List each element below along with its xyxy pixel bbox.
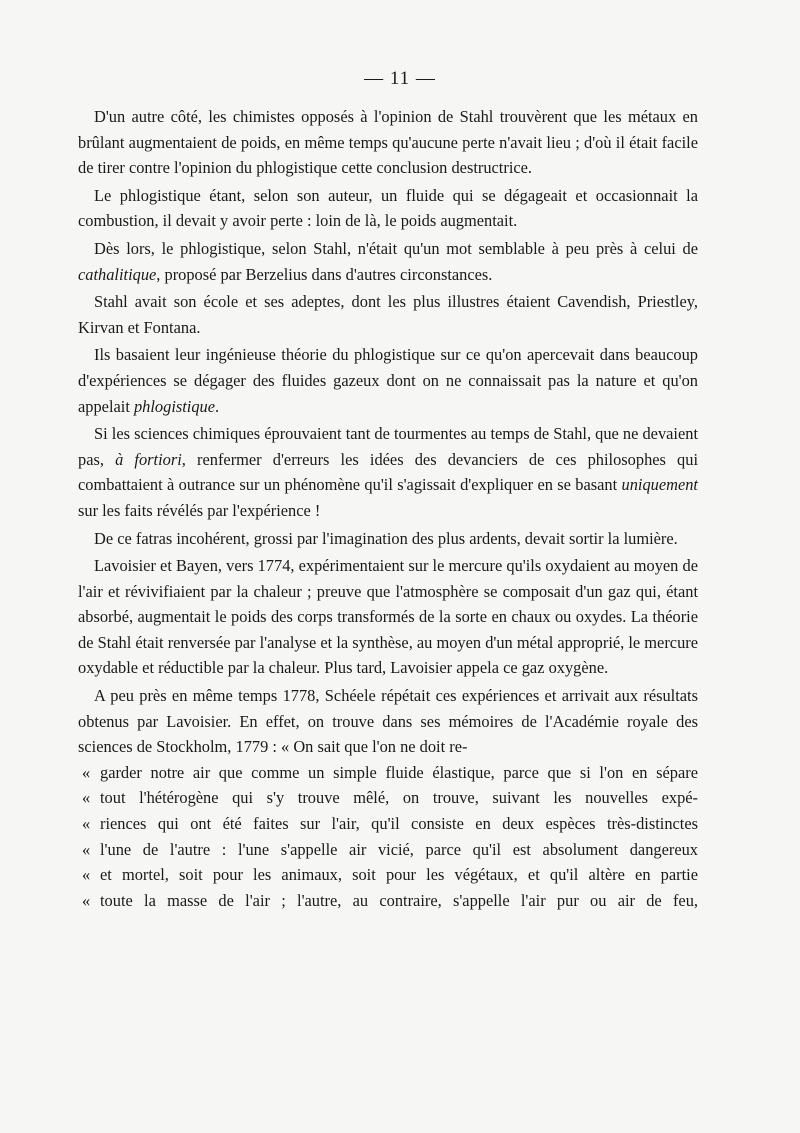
paragraph-text: A peu près en même temps 1778, Schéele répétait ces expériences et arrivait aux résultats obtenus par Lavoisier. En effet, on trouve dans ses mémoires de l'Académie royale des sciences de Stockholm, 1779 : « On sait que l'on ne doit re- xyxy=(78,686,698,757)
quote-line-text: garder notre air que comme un simple fluide élastique, parce que si l'on en sépare xyxy=(100,762,698,782)
page-number: — 11 — xyxy=(364,68,436,89)
quote-mark: « xyxy=(82,788,91,808)
paragraph-text: Lavoisier et Bayen, vers 1774, expérimentaient sur le mercure qu'ils oxydaient au moyen de l'air et révivifiaient par la chaleur ; preuve que l'atmosphère se composait d'un gaz qui, étant absorbé, augmentait le poids des corps transformés de la sorte en chaux ou oxydes. La théorie de Stahl était renversée par l'analyse et la synthèse, au moyen d'un métal approprié, le mercure oxydable et réductible par la chaleur. Plus tard, Lavoisier appela ce gaz oxygène. xyxy=(78,556,698,678)
body-text xyxy=(78,104,698,913)
italic-term: à fortiori xyxy=(115,449,182,469)
italic-term: cathalitique xyxy=(78,264,157,284)
paragraph xyxy=(78,553,698,681)
quote-line xyxy=(78,785,698,811)
quote-line-text: riences qui ont été faites sur l'air, qu'il consiste en deux espèces très-distinctes xyxy=(100,814,698,834)
quote-line-text: et mortel, soit pour les animaux, soit pour les végétaux, et qu'il altère en partie xyxy=(100,865,698,885)
paragraph xyxy=(78,236,698,287)
paragraph xyxy=(78,104,698,181)
paragraph-text: sur les faits révélés par l'expérience ! xyxy=(78,500,321,520)
paragraph-text: Le phlogistique étant, selon son auteur, un fluide qui se dégageait et occasionnait la combustion, il devait y avoir perte : loin de là, le poids augmentait. xyxy=(78,185,698,231)
quote-line xyxy=(78,811,698,837)
italic-term: phlogistique xyxy=(133,396,216,416)
paragraph-text: Dès lors, le phlogistique, selon Stahl, n'était qu'un mot semblable à peu près à celui de xyxy=(94,238,698,258)
quote-mark: « xyxy=(82,762,91,782)
paragraph-text: , renfermer d'erreurs les idées des devanciers de ces philosophes qui combattaient à outrance sur un phénomène qu'il s'agissait d'expliquer en se basant xyxy=(78,449,699,495)
quote-mark: « xyxy=(82,814,91,834)
paragraph xyxy=(78,342,698,419)
paragraph-text: Stahl avait son école et ses adeptes, dont les plus illustres étaient Cavendish, Priestley, Kirvan et Fontana. xyxy=(78,292,698,337)
quote-line xyxy=(78,837,698,863)
paragraph-text: . xyxy=(215,396,220,416)
paragraph-text: De ce fatras incohérent, grossi par l'imagination des plus ardents, devait sortir la lumière. xyxy=(94,528,678,548)
quote-line xyxy=(78,760,698,786)
quote-line xyxy=(78,862,698,888)
quote-mark: « xyxy=(82,890,91,910)
quote-line-text: toute la masse de l'air ; l'autre, au contraire, s'appelle l'air pur ou air de feu, xyxy=(100,890,698,910)
paragraph-text: Si les sciences chimiques éprouvaient tant de tourmentes au temps de Stahl, que ne devaient pas, xyxy=(78,424,699,469)
quote-mark: « xyxy=(82,839,91,859)
paragraph xyxy=(78,683,698,760)
quote-mark: « xyxy=(82,865,91,885)
quote-line-text: tout l'hétérogène qui s'y trouve mêlé, on trouve, suivant les nouvelles expé- xyxy=(100,788,698,808)
quote-line-text: l'une de l'autre : l'une s'appelle air vicié, parce qu'il est absolument dangereux xyxy=(100,839,698,859)
paragraph-text: Ils basaient leur ingénieuse théorie du phlogistique sur ce qu'on apercevait dans beaucoup d'expériences se dégager des fluides gazeux dont on ne connaissait pas la nature et qu'on appelait xyxy=(78,345,698,416)
paragraph xyxy=(78,289,698,340)
quote-line xyxy=(78,888,698,914)
paragraph-text: , proposé par Berzelius dans d'autres circonstances. xyxy=(156,264,493,284)
paragraph xyxy=(78,526,698,552)
italic-term: uniquement xyxy=(621,475,698,495)
paragraph-text: D'un autre côté, les chimistes opposés à l'opinion de Stahl trouvèrent que les métaux en brûlant augmentaient de poids, en même temps qu'aucune perte n'avait lieu ; d'où il était facile de tirer contre l'opinion du phlogistique cette conclusion destructrice. xyxy=(78,107,698,178)
paragraph xyxy=(78,421,698,523)
paragraph xyxy=(78,183,698,234)
quotation-block xyxy=(78,760,698,914)
